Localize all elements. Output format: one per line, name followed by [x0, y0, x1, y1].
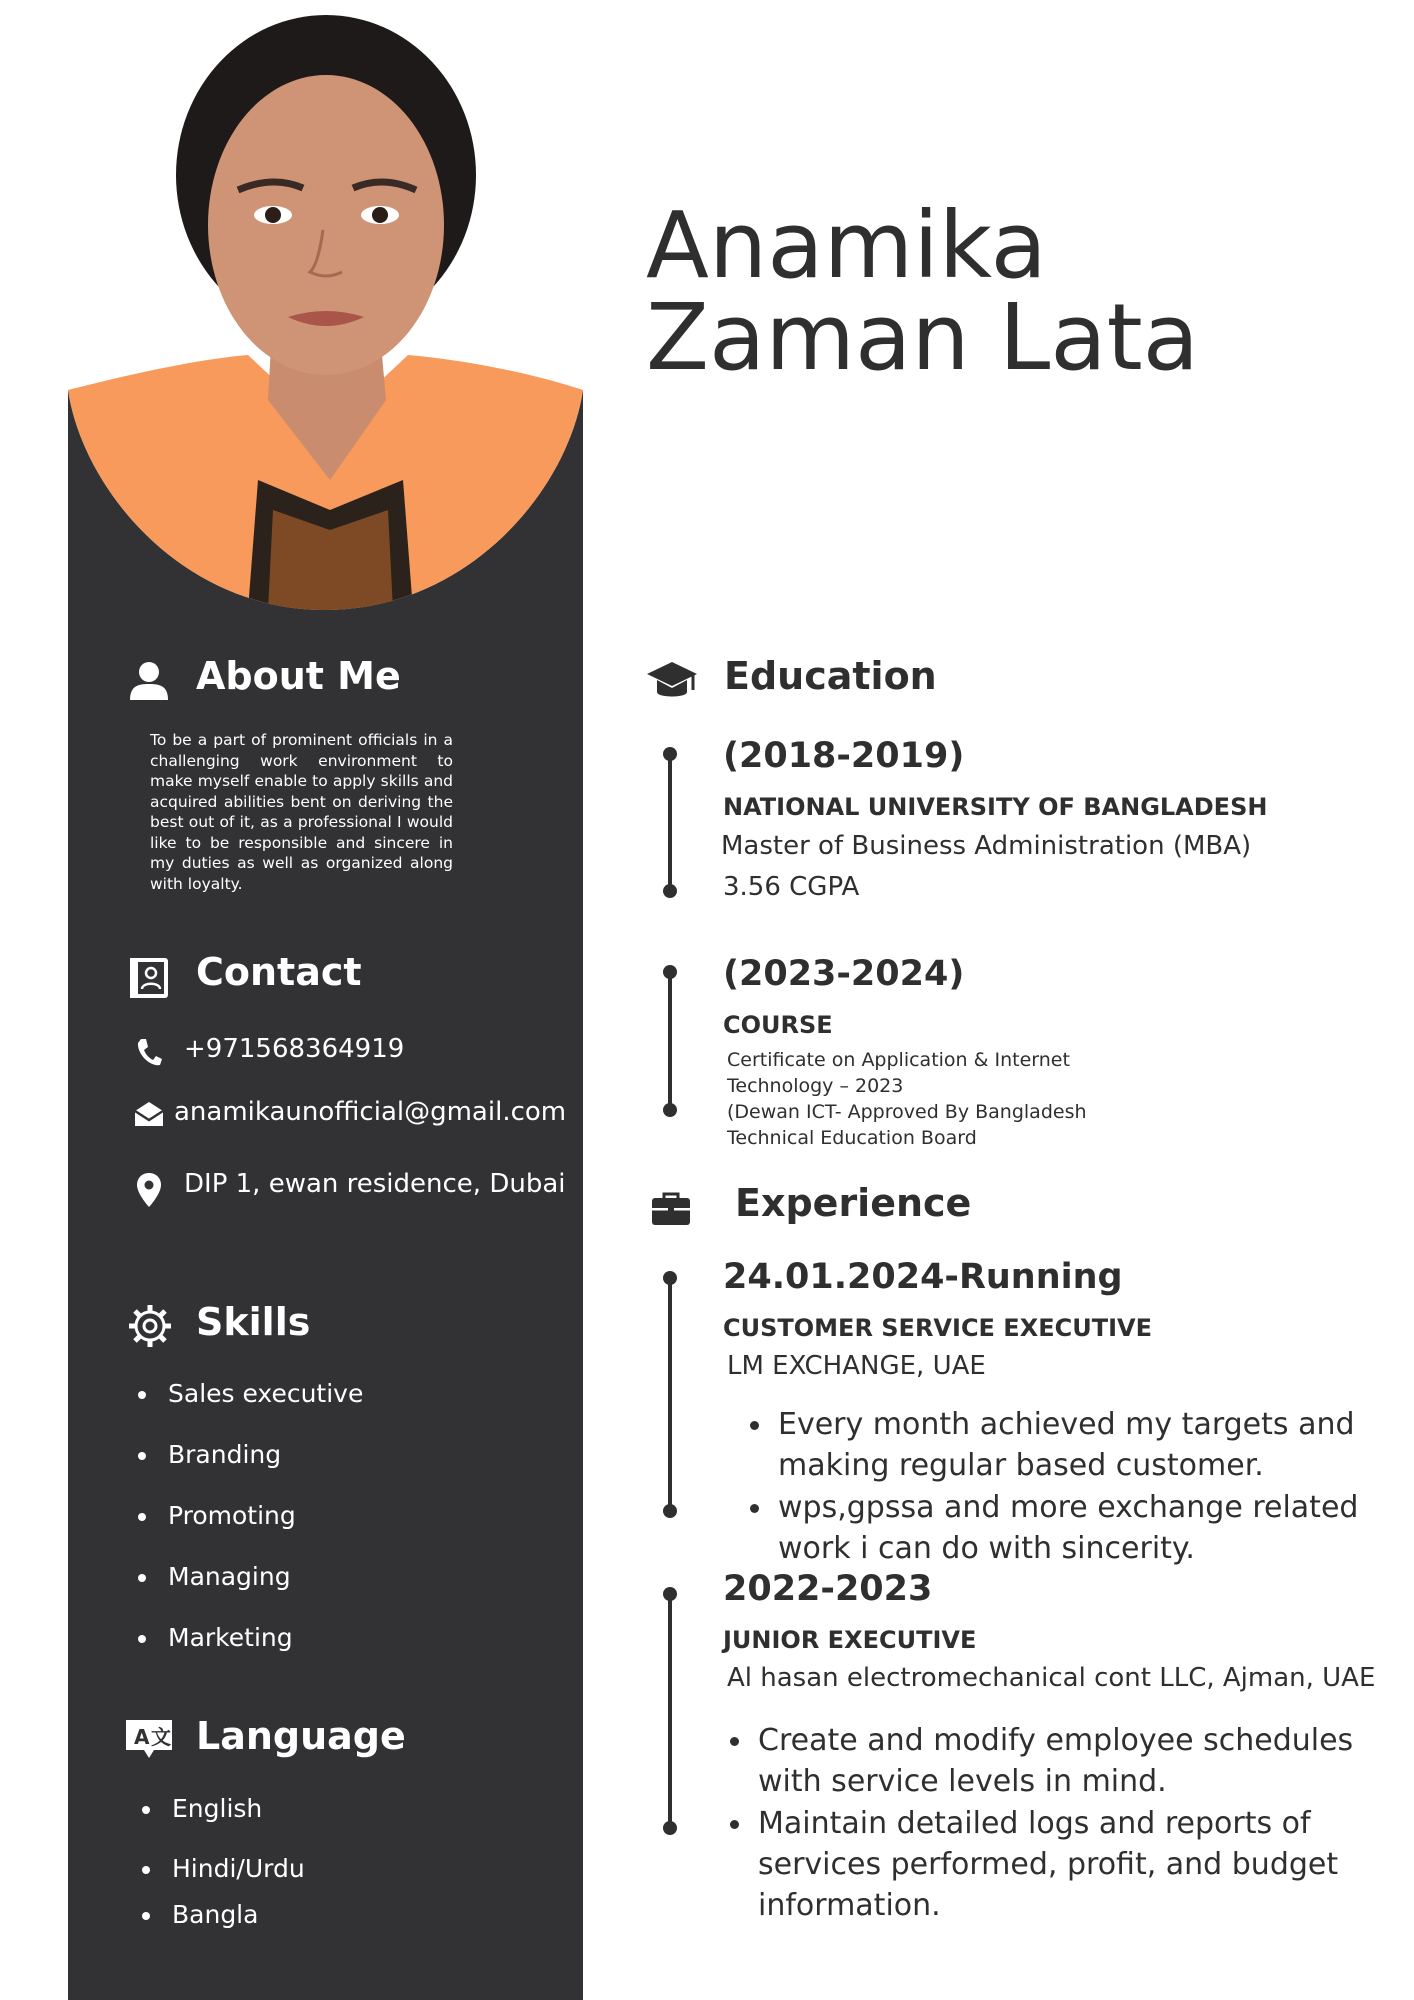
timeline-dot	[663, 965, 677, 979]
skills-heading: Skills	[196, 1300, 311, 1344]
education-institution: NATIONAL UNIVERSITY OF BANGLADESH	[723, 793, 1268, 821]
address: DIP 1, ewan residence, Dubai	[184, 1169, 566, 1199]
first-name: Anamika	[646, 192, 1047, 299]
experience-bullets	[724, 1720, 1374, 1927]
timeline-line	[668, 1276, 672, 1512]
education-course-details	[727, 1047, 1087, 1151]
education-institution: COURSE	[723, 1011, 833, 1039]
timeline-line	[668, 970, 672, 1110]
candidate-name	[646, 192, 1200, 391]
job-title: JUNIOR EXECUTIVE	[723, 1626, 977, 1654]
experience-period: 2022-2023	[723, 1569, 933, 1609]
education-grade: 3.56 CGPA	[723, 872, 860, 902]
profile-photo	[68, 10, 583, 610]
language-heading: Language	[196, 1714, 406, 1758]
email-address[interactable]: anamikaunofficial@gmail.com	[174, 1097, 567, 1127]
skill-item: Promoting	[134, 1500, 363, 1561]
language-list	[138, 1793, 305, 1960]
svg-text:文: 文	[151, 1725, 171, 1749]
timeline-dot	[663, 1821, 677, 1835]
phone-icon	[136, 1037, 162, 1067]
course-line: Certificate on Application & Internet	[727, 1049, 1070, 1071]
timeline-line	[668, 752, 672, 892]
education-degree: Master of Business Administration (MBA)	[721, 831, 1252, 861]
experience-bullet: Maintain detailed logs and reports of services performed, profit, and budget information.	[724, 1803, 1374, 1926]
location-pin-icon	[136, 1172, 162, 1208]
mail-icon	[134, 1101, 164, 1127]
timeline-dot	[663, 1504, 677, 1518]
timeline-dot	[663, 1103, 677, 1117]
course-line: (Dewan ICT- Approved By Bangladesh	[727, 1101, 1087, 1123]
timeline-dot	[663, 747, 677, 761]
skill-item: Sales executive	[134, 1378, 363, 1439]
graduation-cap-icon	[646, 660, 698, 702]
course-line: Technical Education Board	[727, 1127, 977, 1149]
timeline-dot	[663, 884, 677, 898]
skill-item: Marketing	[134, 1622, 363, 1683]
experience-bullet: wps,gpssa and more exchange related work i can do with sincerity.	[744, 1487, 1364, 1569]
user-icon	[128, 660, 170, 702]
phone-number[interactable]: +971568364919	[184, 1034, 405, 1064]
education-period: (2023-2024)	[723, 954, 965, 994]
experience-heading: Experience	[735, 1181, 972, 1225]
language-item: English	[138, 1793, 305, 1853]
education-period: (2018-2019)	[723, 736, 965, 776]
language-item: Bangla	[138, 1899, 305, 1960]
skill-item: Managing	[134, 1561, 363, 1622]
last-name: Zaman Lata	[646, 284, 1200, 391]
skills-list	[134, 1378, 363, 1683]
language-item: Hindi/Urdu	[138, 1853, 305, 1899]
svg-text:A: A	[134, 1725, 150, 1749]
experience-bullet: Every month achieved my targets and making regular based customer.	[744, 1404, 1364, 1486]
timeline-line	[668, 1592, 672, 1828]
about-text: To be a part of prominent officials in a challenging work environment to make myself enable to apply skills and acquired abilities bent on deriving the best out of it, as a professional I would like to be responsible and sincere in my duties as well as organized along with loyalty.	[150, 731, 453, 893]
company-name: Al hasan electromechanical cont LLC, Ajman, UAE	[727, 1663, 1376, 1693]
experience-period: 24.01.2024-Running	[723, 1257, 1123, 1297]
timeline-dot	[663, 1271, 677, 1285]
contact-heading: Contact	[196, 950, 362, 994]
about-heading: About Me	[196, 654, 401, 698]
course-line: Technology – 2023	[727, 1075, 904, 1097]
briefcase-icon	[651, 1192, 691, 1226]
gear-icon	[128, 1304, 172, 1348]
experience-bullet: Create and modify employee schedules with service levels in mind.	[724, 1720, 1374, 1802]
skill-item: Branding	[134, 1439, 363, 1500]
translate-icon	[124, 1718, 174, 1760]
experience-bullets	[744, 1404, 1364, 1570]
job-title: CUSTOMER SERVICE EXECUTIVE	[723, 1314, 1152, 1342]
education-heading: Education	[724, 654, 937, 698]
company-name: LM EXCHANGE, UAE	[727, 1351, 986, 1381]
contact-book-icon	[128, 956, 170, 1000]
timeline-dot	[663, 1587, 677, 1601]
